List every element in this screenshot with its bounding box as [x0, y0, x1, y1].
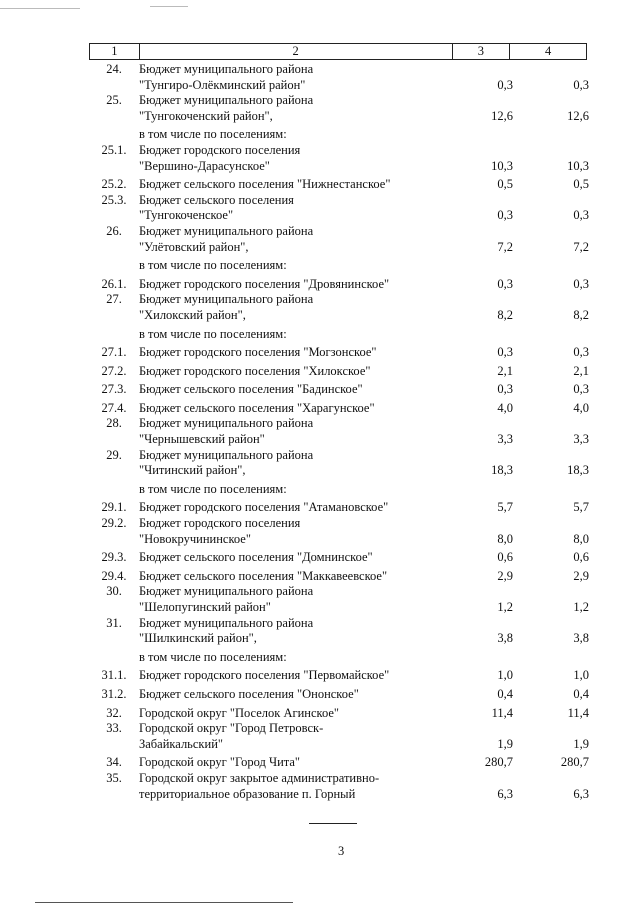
row-name-line: "Тунгиро-Олёкминский район" — [139, 77, 306, 92]
row-value-col4: 7,2 — [573, 239, 589, 254]
row-value-col3: 2,9 — [497, 568, 513, 583]
row-value-col3: 0,3 — [497, 345, 513, 360]
row-name-line: Бюджет городского поселения — [139, 142, 301, 157]
row-value-col3: 0,3 — [497, 77, 513, 92]
row-number: 29.2. — [101, 516, 127, 531]
row-value-col4: 2,9 — [573, 568, 589, 583]
row-name-line: "Чернышевский район" — [139, 432, 265, 447]
row-value-col3: 0,4 — [497, 686, 513, 701]
row-value-col3: 10,3 — [491, 158, 513, 173]
row-name — [139, 721, 439, 752]
table-row — [89, 327, 599, 343]
row-name-line: "Тунгокоченский район", — [139, 108, 273, 123]
table-row — [89, 516, 599, 547]
row-value-col3: 2,1 — [497, 363, 513, 378]
row-name-line: в том числе по поселениям: — [139, 481, 287, 496]
row-name — [139, 345, 439, 361]
row-value-col4: 18,3 — [567, 463, 589, 478]
row-value-col4: 0,6 — [573, 550, 589, 565]
table-row — [89, 224, 599, 255]
table-row — [89, 706, 599, 722]
row-number: 30. — [106, 584, 122, 599]
row-name-line: территориальное образование п. Горный — [139, 786, 356, 801]
bottom-rule — [35, 902, 293, 903]
row-value-col3: 7,2 — [497, 239, 513, 254]
row-name-line: "Шилкинский район", — [139, 631, 257, 646]
row-value-col3: 12,6 — [491, 108, 513, 123]
row-number: 27.1. — [101, 345, 127, 360]
row-value-col3: 0,3 — [497, 208, 513, 223]
row-number: 29.1. — [101, 500, 127, 515]
row-value-col3: 5,7 — [497, 500, 513, 515]
header-col-2: 2 — [140, 44, 453, 59]
table-row — [89, 62, 599, 93]
table-row — [89, 721, 599, 752]
table-row — [89, 584, 599, 615]
table-row — [89, 127, 599, 143]
header-col-1: 1 — [90, 44, 140, 59]
table-row — [89, 364, 599, 380]
row-name-line: "Улётовский район", — [139, 239, 249, 254]
row-value-col4: 0,3 — [573, 345, 589, 360]
row-value-col4: 4,0 — [573, 400, 589, 415]
row-name-line: Бюджет сельского поселения "Ононское" — [139, 686, 359, 701]
row-value-col4: 0,5 — [573, 177, 589, 192]
row-name — [139, 569, 439, 585]
row-number: 27.3. — [101, 382, 127, 397]
row-name-line: Бюджет городского поселения "Атамановское" — [139, 500, 389, 515]
row-name-line: Бюджет городского поселения "Дровянинское" — [139, 276, 390, 291]
footer-separator — [309, 823, 357, 824]
row-value-col3: 6,3 — [497, 786, 513, 801]
table-row — [89, 448, 599, 479]
table-row — [89, 93, 599, 124]
table-row — [89, 550, 599, 566]
row-value-col3: 4,0 — [497, 400, 513, 415]
row-name — [139, 416, 439, 447]
row-number: 27.2. — [101, 363, 127, 378]
table-row — [89, 616, 599, 647]
row-value-col3: 18,3 — [491, 463, 513, 478]
row-value-col3: 8,2 — [497, 307, 513, 322]
row-value-col4: 1,9 — [573, 736, 589, 751]
row-name-line: в том числе по поселениям: — [139, 258, 287, 273]
row-value-col4: 3,3 — [573, 432, 589, 447]
scan-artifact — [150, 6, 188, 7]
row-number — [89, 127, 139, 143]
row-value-col4: 2,1 — [573, 363, 589, 378]
table-row — [89, 482, 599, 498]
row-name — [139, 771, 439, 802]
table-row — [89, 401, 599, 417]
row-name-line: "Вершино-Дарасунское" — [139, 158, 270, 173]
row-value-col3: 280,7 — [484, 755, 513, 770]
row-name-line: Бюджет сельского поселения "Харагунское" — [139, 400, 375, 415]
row-value-col3: 8,0 — [497, 531, 513, 546]
row-number: 25.3. — [101, 192, 127, 207]
row-number: 31. — [106, 615, 122, 630]
row-value-col4: 12,6 — [567, 108, 589, 123]
row-name-line: "Хилокский район", — [139, 307, 246, 322]
row-name — [139, 93, 439, 124]
table-row — [89, 177, 599, 193]
row-value-col3: 0,3 — [497, 276, 513, 291]
row-number: 26.1. — [101, 276, 127, 291]
row-value-col3: 0,5 — [497, 177, 513, 192]
row-number — [89, 327, 139, 343]
table-row — [89, 416, 599, 447]
row-name — [139, 482, 439, 498]
row-name — [139, 668, 439, 684]
row-name-line: в том числе по поселениям: — [139, 649, 287, 664]
page-number: 3 — [338, 844, 345, 858]
row-name — [139, 327, 439, 343]
table-header — [89, 43, 587, 60]
row-name-line: Бюджет муниципального района — [139, 292, 314, 307]
row-value-col4: 0,4 — [573, 686, 589, 701]
row-name — [139, 193, 439, 224]
row-value-col4: 1,2 — [573, 600, 589, 614]
row-name — [139, 516, 439, 547]
table-row — [89, 569, 599, 585]
row-value-col3: 1,9 — [497, 736, 513, 751]
row-number: 29.3. — [101, 550, 127, 565]
table-row — [89, 755, 599, 771]
row-number: 31.2. — [101, 686, 127, 701]
row-value-col3: 0,3 — [497, 382, 513, 397]
header-col-3: 3 — [453, 44, 511, 59]
row-name-line: Городской округ "Город Чита" — [139, 755, 301, 770]
row-name-line: в том числе по поселениям: — [139, 326, 287, 341]
row-name-line: Бюджет сельского поселения — [139, 192, 294, 207]
row-name — [139, 584, 439, 615]
row-value-col4: 11,4 — [567, 705, 589, 720]
row-name-line: Бюджет городского поселения — [139, 516, 301, 531]
row-name — [139, 224, 439, 255]
row-name-line: Бюджет муниципального района — [139, 62, 314, 76]
row-name-line: Городской округ "Поселок Агинское" — [139, 705, 340, 720]
row-name-line: Бюджет муниципального района — [139, 416, 314, 431]
row-name — [139, 177, 439, 193]
header-col-4: 4 — [545, 44, 552, 58]
table-row — [89, 687, 599, 703]
row-name-line: "Читинский район", — [139, 463, 246, 478]
table-row — [89, 292, 599, 323]
row-number: 34. — [106, 755, 122, 770]
row-name — [139, 143, 439, 174]
row-value-col3: 0,6 — [497, 550, 513, 565]
row-value-col4: 1,0 — [573, 668, 589, 683]
table-row — [89, 277, 599, 293]
row-name — [139, 382, 439, 398]
row-name — [139, 616, 439, 647]
row-name-line: Бюджет муниципального района — [139, 447, 314, 462]
row-value-col3: 1,2 — [497, 600, 513, 614]
row-name — [139, 62, 439, 93]
row-number: 29.4. — [101, 568, 127, 583]
row-name-line: Бюджет сельского поселения "Бадинское" — [139, 382, 363, 397]
row-number: 28. — [106, 416, 122, 431]
row-name-line: Бюджет муниципального района — [139, 223, 314, 238]
row-number: 26. — [106, 223, 122, 238]
table-row — [89, 258, 599, 274]
row-name-line: Бюджет городского поселения "Хилокское" — [139, 363, 371, 378]
row-number — [89, 258, 139, 274]
row-number: 32. — [106, 705, 122, 720]
row-value-col4: 0,3 — [573, 208, 589, 223]
row-name-line: Забайкальский" — [139, 736, 223, 751]
row-name — [139, 448, 439, 479]
row-value-col4: 280,7 — [560, 755, 589, 770]
row-name — [139, 292, 439, 323]
row-name — [139, 706, 439, 722]
row-number: 29. — [106, 447, 122, 462]
row-name — [139, 277, 439, 293]
row-number — [89, 482, 139, 498]
row-name — [139, 500, 439, 516]
row-name — [139, 258, 439, 274]
row-name — [139, 755, 439, 771]
budget-table — [89, 62, 599, 802]
row-value-col4: 0,3 — [573, 382, 589, 397]
row-value-col3: 3,3 — [497, 432, 513, 447]
row-name-line: в том числе по поселениям: — [139, 127, 287, 142]
row-name-line: Бюджет муниципального района — [139, 93, 314, 108]
row-name — [139, 364, 439, 380]
row-name — [139, 687, 439, 703]
row-value-col4: 0,3 — [573, 276, 589, 291]
row-name-line: Городской округ закрытое административно- — [139, 770, 380, 785]
row-number: 33. — [106, 721, 122, 736]
row-number: 27.4. — [101, 400, 127, 415]
table-row — [89, 345, 599, 361]
table-row — [89, 771, 599, 802]
row-number: 25. — [106, 93, 122, 108]
row-name-line: Городской округ "Город Петровск- — [139, 721, 324, 736]
table-row — [89, 500, 599, 516]
row-name-line: Бюджет сельского поселения "Маккавеевское" — [139, 568, 388, 583]
row-value-col4: 8,0 — [573, 531, 589, 546]
row-value-col4: 8,2 — [573, 307, 589, 322]
scan-artifact — [0, 8, 80, 9]
row-name — [139, 550, 439, 566]
row-number: 31.1. — [101, 668, 127, 683]
row-name-line: Бюджет муниципального района — [139, 584, 314, 599]
table-row — [89, 668, 599, 684]
row-number: 35. — [106, 770, 122, 785]
table-row — [89, 382, 599, 398]
row-number: 25.2. — [101, 177, 127, 192]
row-name-line: "Новокручининское" — [139, 531, 251, 546]
row-name-line: "Тунгокоченское" — [139, 208, 234, 223]
row-name-line: "Шелопугинский район" — [139, 600, 271, 614]
row-value-col4: 3,8 — [573, 631, 589, 646]
row-value-col4: 0,3 — [573, 77, 589, 92]
row-name-line: Бюджет сельского поселения "Нижнестанское" — [139, 177, 391, 192]
row-name-line: Бюджет городского поселения "Первомайское" — [139, 668, 390, 683]
row-value-col4: 10,3 — [567, 158, 589, 173]
row-name-line: Бюджет городского поселения "Могзонское" — [139, 345, 377, 360]
row-name — [139, 127, 439, 143]
row-name-line: Бюджет муниципального района — [139, 615, 314, 630]
table-row — [89, 193, 599, 224]
row-number — [89, 650, 139, 666]
row-value-col3: 11,4 — [491, 705, 513, 720]
table-row — [89, 143, 599, 174]
row-name — [139, 650, 439, 666]
row-name-line: Бюджет сельского поселения "Домнинское" — [139, 550, 373, 565]
row-value-col3: 3,8 — [497, 631, 513, 646]
row-number: 27. — [106, 292, 122, 307]
row-value-col3: 1,0 — [497, 668, 513, 683]
row-name — [139, 401, 439, 417]
row-number: 25.1. — [101, 142, 127, 157]
table-row — [89, 650, 599, 666]
row-number: 24. — [106, 62, 122, 76]
row-value-col4: 5,7 — [573, 500, 589, 515]
row-value-col4: 6,3 — [573, 786, 589, 801]
